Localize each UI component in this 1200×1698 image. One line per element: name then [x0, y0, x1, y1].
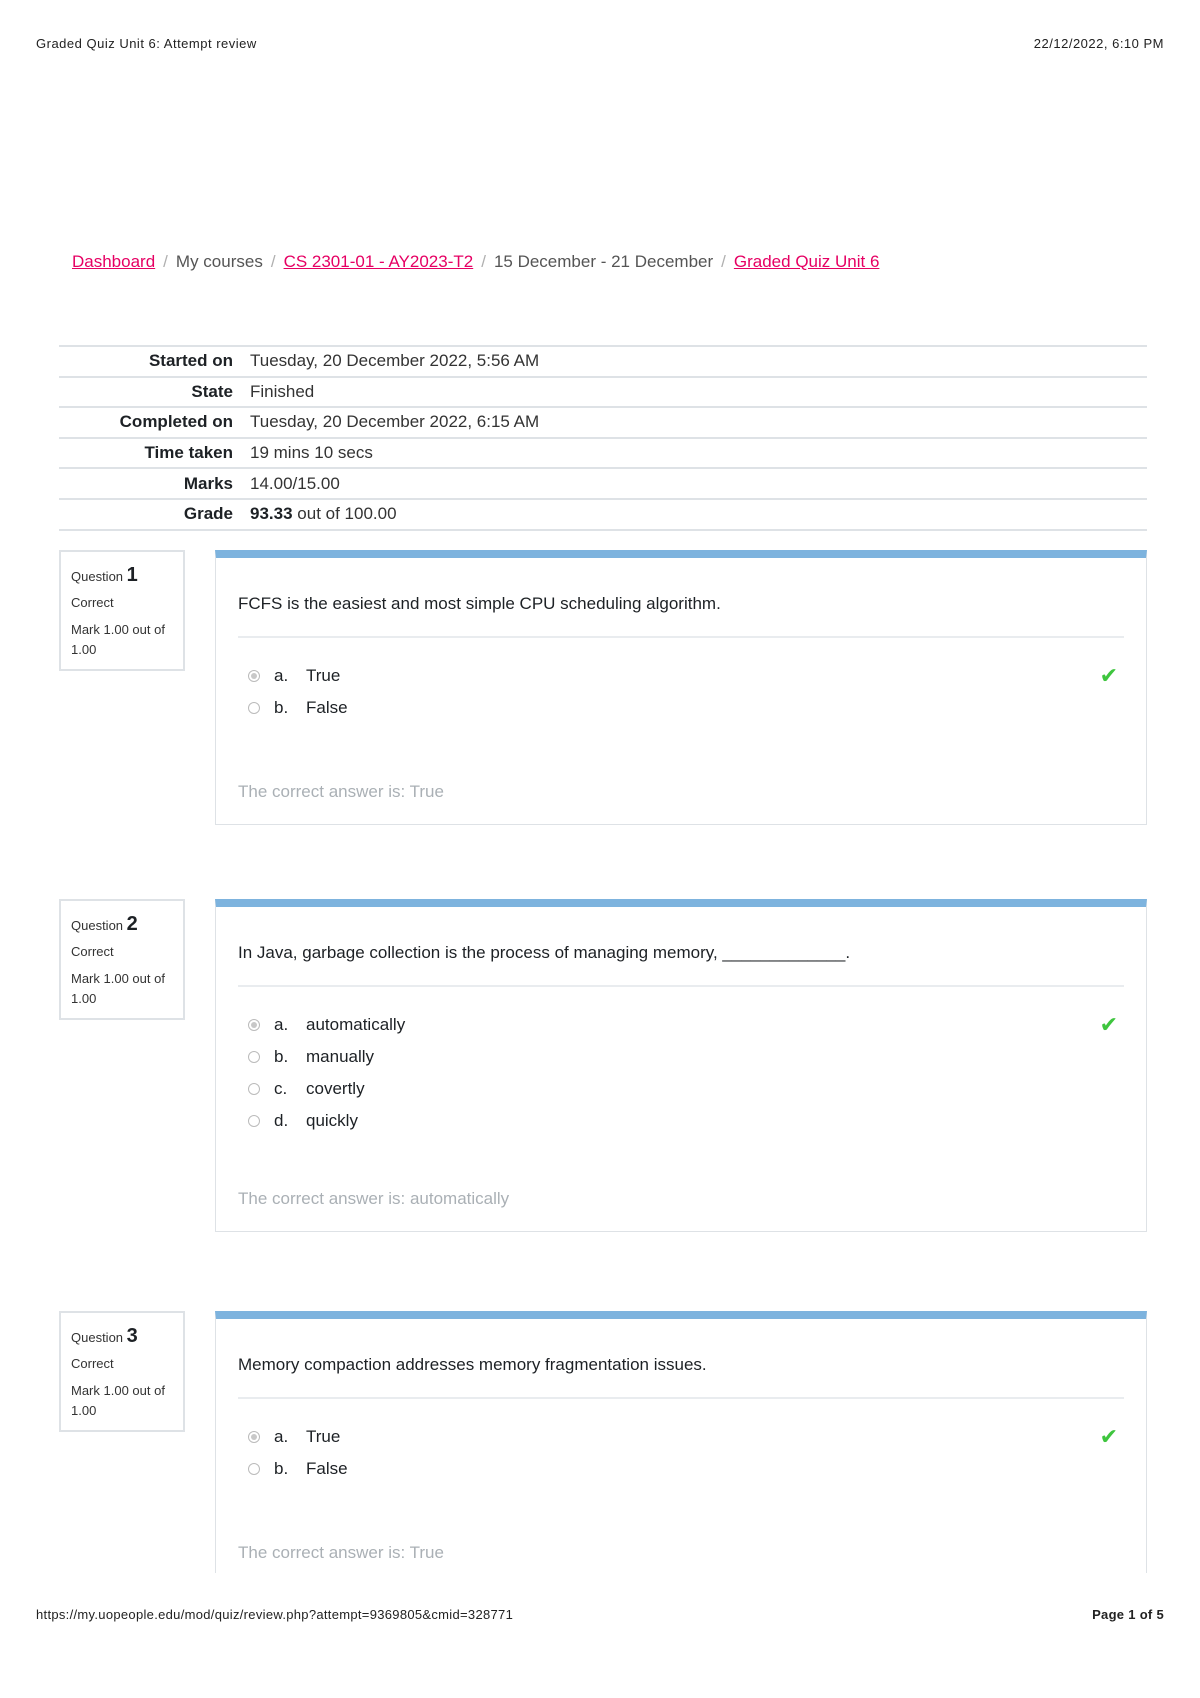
- summary-row-state: [59, 377, 1147, 408]
- answer-list: [238, 1399, 1124, 1485]
- answer-option[interactable]: [238, 1421, 1124, 1453]
- question-number: 2: [126, 913, 138, 935]
- attempt-summary-table: [59, 345, 1147, 531]
- breadcrumb-separator: /: [481, 252, 486, 271]
- summary-label: Grade: [59, 499, 250, 530]
- question-text: In Java, garbage collection is the process of managing memory, _____________.: [238, 943, 1124, 987]
- summary-label: Started on: [59, 346, 250, 377]
- answer-text: False: [306, 1459, 348, 1478]
- answer-letter: a.: [274, 1015, 289, 1034]
- answer-option[interactable]: [238, 660, 1124, 692]
- print-footer: [36, 1607, 1164, 1622]
- answer-text: covertly: [306, 1079, 365, 1098]
- grade-suffix: out of 100.00: [297, 504, 397, 524]
- question-feedback: The correct answer is: automatically: [215, 1169, 1147, 1232]
- question-state: Correct: [71, 1356, 114, 1371]
- breadcrumb-week: 15 December - 21 December: [493, 252, 714, 271]
- answer-letter: b.: [274, 1459, 289, 1478]
- answer-letter: a.: [274, 1427, 289, 1446]
- answer-list: [238, 987, 1124, 1137]
- summary-label: Completed on: [59, 407, 250, 438]
- question-grade: Mark 1.00 out of 1.00: [71, 1383, 165, 1418]
- question-number: 1: [126, 564, 138, 586]
- answer-list: [238, 638, 1124, 724]
- answer-text: False: [306, 698, 348, 717]
- radio-unselected[interactable]: [248, 1051, 260, 1063]
- check-icon: ✔: [1099, 1424, 1118, 1449]
- grade-value: 93.33: [250, 504, 293, 524]
- question-content-2: [215, 899, 1147, 1232]
- summary-row-time-taken: [59, 438, 1147, 469]
- answer-option[interactable]: [238, 1041, 1124, 1073]
- question-state: Correct: [71, 595, 114, 610]
- question-content-1: [215, 550, 1147, 825]
- question-info-2: [59, 899, 185, 1020]
- question-label: Question: [71, 1330, 124, 1345]
- answer-letter: a.: [274, 666, 289, 685]
- question-text: Memory compaction addresses memory fragmentation issues.: [238, 1355, 1124, 1399]
- question-formulation: [215, 550, 1147, 762]
- summary-value: Tuesday, 20 December 2022, 5:56 AM: [250, 346, 1147, 377]
- breadcrumb-dashboard-link[interactable]: Dashboard: [72, 252, 156, 271]
- summary-value: Finished: [250, 377, 1147, 408]
- radio-unselected[interactable]: [248, 702, 260, 714]
- page-number: Page 1 of 5: [1092, 1607, 1164, 1622]
- answer-option[interactable]: [238, 1009, 1124, 1041]
- breadcrumb-separator: /: [163, 252, 168, 271]
- question-number-line: [71, 913, 173, 936]
- answer-option[interactable]: [238, 1073, 1124, 1105]
- question-grade: Mark 1.00 out of 1.00: [71, 622, 165, 657]
- print-header: [36, 36, 1164, 51]
- check-icon: ✔: [1099, 1012, 1118, 1037]
- question-feedback: The correct answer is: True: [215, 1523, 1147, 1573]
- answer-text: True: [306, 1427, 341, 1446]
- summary-row-completed: [59, 407, 1147, 438]
- answer-letter: c.: [274, 1079, 288, 1098]
- breadcrumb: [72, 252, 879, 272]
- summary-row-marks: [59, 468, 1147, 499]
- answer-letter: d.: [274, 1111, 289, 1130]
- radio-selected[interactable]: [248, 670, 260, 682]
- question-feedback: The correct answer is: True: [215, 762, 1147, 825]
- summary-row-started: [59, 346, 1147, 377]
- radio-unselected[interactable]: [248, 1115, 260, 1127]
- question-formulation: [215, 899, 1147, 1169]
- answer-option[interactable]: [238, 692, 1124, 724]
- breadcrumb-separator: /: [721, 252, 726, 271]
- question-content-3: [215, 1311, 1147, 1573]
- summary-row-grade: [59, 499, 1147, 530]
- question-state: Correct: [71, 944, 114, 959]
- question-number: 3: [126, 1325, 138, 1347]
- check-icon: ✔: [1099, 663, 1118, 688]
- print-title: Graded Quiz Unit 6: Attempt review: [36, 36, 257, 51]
- question-grade: Mark 1.00 out of 1.00: [71, 971, 165, 1006]
- summary-label: Time taken: [59, 438, 250, 469]
- answer-text: manually: [306, 1047, 375, 1066]
- question-formulation: [215, 1311, 1147, 1523]
- question-text: FCFS is the easiest and most simple CPU scheduling algorithm.: [238, 594, 1124, 638]
- question-label: Question: [71, 918, 124, 933]
- radio-unselected[interactable]: [248, 1083, 260, 1095]
- summary-value: [250, 499, 1147, 530]
- summary-value: 19 mins 10 secs: [250, 438, 1147, 469]
- answer-letter: b.: [274, 698, 289, 717]
- breadcrumb-separator: /: [270, 252, 276, 271]
- answer-text: quickly: [306, 1111, 358, 1130]
- radio-unselected[interactable]: [248, 1463, 260, 1475]
- question-number-line: [71, 1325, 173, 1348]
- summary-label: Marks: [59, 468, 250, 499]
- question-label: Question: [71, 569, 124, 584]
- question-number-line: [71, 564, 173, 587]
- answer-option[interactable]: [238, 1453, 1124, 1485]
- summary-value: Tuesday, 20 December 2022, 6:15 AM: [250, 407, 1147, 438]
- answer-text: automatically: [306, 1015, 406, 1034]
- print-url: https://my.uopeople.edu/mod/quiz/review.php?attempt=9369805&cmid=328771: [36, 1607, 514, 1622]
- breadcrumb-course-link[interactable]: CS 2301-01 - AY2023-T2: [283, 252, 474, 271]
- question-info-3: [59, 1311, 185, 1432]
- summary-label: State: [59, 377, 250, 408]
- answer-text: True: [306, 666, 341, 685]
- breadcrumb-my-courses: My courses: [175, 252, 263, 271]
- radio-selected[interactable]: [248, 1431, 260, 1443]
- radio-selected[interactable]: [248, 1019, 260, 1031]
- answer-option[interactable]: [238, 1105, 1124, 1137]
- summary-value: 14.00/15.00: [250, 468, 1147, 499]
- breadcrumb-quiz-link[interactable]: Graded Quiz Unit 6: [733, 252, 880, 271]
- answer-letter: b.: [274, 1047, 289, 1066]
- question-info-1: [59, 550, 185, 671]
- print-datetime: 22/12/2022, 6:10 PM: [1033, 36, 1164, 51]
